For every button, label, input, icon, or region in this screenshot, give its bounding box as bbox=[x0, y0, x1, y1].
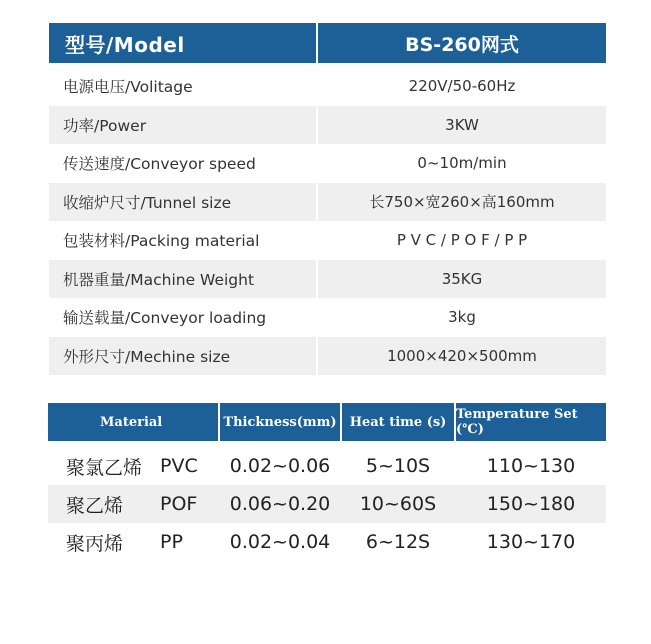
heat-time-cell: 5~10S bbox=[365, 455, 431, 477]
thickness-cell: 0.06~0.20 bbox=[229, 493, 331, 515]
spec-label: 电源电压/Volitage bbox=[63, 78, 193, 97]
material-name: 聚乙烯 bbox=[66, 494, 124, 517]
material-name: 聚丙烯 bbox=[66, 532, 124, 555]
spec-label: 输送载量/Conveyor loading bbox=[63, 309, 267, 328]
spec-row bbox=[49, 260, 606, 299]
spec-row bbox=[49, 221, 606, 260]
material-name: 聚氯乙烯 bbox=[66, 456, 143, 479]
material-row bbox=[48, 447, 606, 485]
temperature-header: Temperature Set (℃) bbox=[456, 407, 578, 437]
heat-time-header: Heat time (s) bbox=[349, 414, 447, 430]
spec-value: 长750×宽260×高160mm bbox=[369, 193, 555, 212]
spec-value: 35KG bbox=[441, 269, 483, 288]
spec-table-header bbox=[49, 23, 606, 63]
model-label: 型号/Model bbox=[65, 32, 185, 57]
material-row bbox=[48, 523, 606, 561]
spec-row bbox=[49, 337, 606, 376]
thickness-cell: 0.02~0.06 bbox=[229, 455, 331, 477]
spec-value: 0~10m/min bbox=[417, 154, 507, 173]
spec-row bbox=[49, 298, 606, 337]
spec-value: 3kg bbox=[448, 308, 476, 327]
spec-row bbox=[49, 106, 606, 145]
material-table bbox=[48, 403, 606, 561]
heat-time-cell: 10~60S bbox=[359, 493, 437, 515]
temperature-cell: 150~180 bbox=[486, 493, 576, 515]
thickness-cell: 0.02~0.04 bbox=[229, 531, 331, 553]
material-header: Material bbox=[100, 414, 163, 430]
spec-label: 外形尺寸/Mechine size bbox=[63, 347, 231, 366]
thickness-header: Thickness(mm) bbox=[223, 414, 337, 430]
spec-value: 1000×420×500mm bbox=[387, 346, 537, 365]
heat-time-cell: 6~12S bbox=[365, 531, 431, 553]
material-row bbox=[48, 485, 606, 523]
spec-label: 包装材料/Packing material bbox=[63, 232, 260, 251]
spec-value: 220V/50-60Hz bbox=[408, 77, 516, 96]
temperature-cell: 110~130 bbox=[486, 455, 576, 477]
spec-value: P V C / P O F / P P bbox=[396, 231, 528, 250]
material-code: PP bbox=[160, 531, 183, 553]
model-value: BS-260网式 bbox=[405, 33, 519, 56]
spec-label: 收缩炉尺寸/Tunnel size bbox=[63, 193, 232, 212]
spec-row bbox=[49, 144, 606, 183]
spec-row bbox=[49, 67, 606, 106]
spec-row bbox=[49, 183, 606, 222]
spec-table bbox=[49, 23, 606, 375]
material-code: PVC bbox=[160, 455, 198, 477]
spec-label: 功率/Power bbox=[63, 116, 147, 135]
spec-label: 机器重量/Machine Weight bbox=[63, 270, 255, 289]
material-table-header bbox=[48, 403, 606, 441]
spec-value: 3KW bbox=[445, 115, 479, 134]
spec-label: 传送速度/Conveyor speed bbox=[63, 155, 256, 174]
material-code: POF bbox=[160, 493, 198, 515]
temperature-cell: 130~170 bbox=[486, 531, 576, 553]
